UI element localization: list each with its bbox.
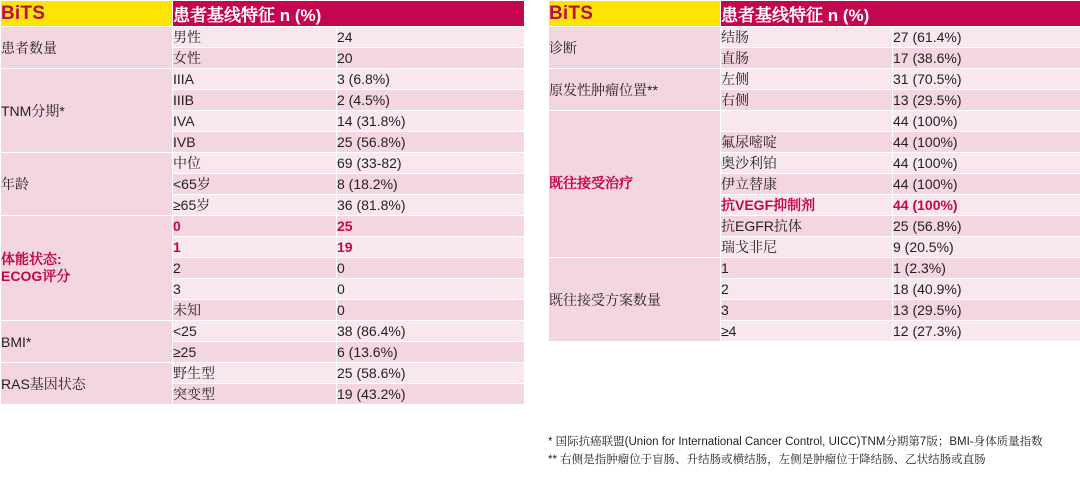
row-value: 3 (6.8%)	[337, 69, 525, 90]
row-value: 20	[337, 48, 525, 69]
row-category-label: RAS基因状态	[1, 363, 173, 405]
row-subcategory	[721, 111, 893, 132]
table-row	[549, 111, 1080, 132]
table-row	[549, 258, 1080, 279]
row-subcategory: ≥25	[173, 342, 337, 363]
row-subcategory: IVA	[173, 111, 337, 132]
row-value: 44 (100%)	[893, 174, 1080, 195]
table-row	[1, 363, 525, 384]
row-subcategory: ≥65岁	[173, 195, 337, 216]
row-subcategory: 瑞戈非尼	[721, 237, 893, 258]
row-value: 2 (4.5%)	[337, 90, 525, 111]
row-subcategory: 氟尿嘧啶	[721, 132, 893, 153]
row-value: 36 (81.8%)	[337, 195, 525, 216]
footnote-2: ** 右侧是指肿瘤位于盲肠、升结肠或横结肠，左侧是肿瘤位于降结肠、乙状结肠或直肠	[548, 454, 986, 467]
row-value: 31 (70.5%)	[893, 69, 1080, 90]
table-header-row	[1, 1, 525, 27]
table-row	[549, 27, 1080, 48]
row-category-label: BMI*	[1, 321, 173, 363]
row-category-label: 诊断	[549, 27, 721, 69]
table-row	[549, 69, 1080, 90]
row-category-label: 患者数量	[1, 27, 173, 69]
row-value: 25 (56.8%)	[893, 216, 1080, 237]
row-subcategory: 右侧	[721, 90, 893, 111]
row-value: 9 (20.5%)	[893, 237, 1080, 258]
table-row	[1, 216, 525, 237]
row-value: 12 (27.3%)	[893, 321, 1080, 342]
row-subcategory: 突变型	[173, 384, 337, 405]
row-value: 38 (86.4%)	[337, 321, 525, 342]
row-subcategory: IIIB	[173, 90, 337, 111]
left-table-panel	[0, 0, 524, 405]
row-subcategory: 0	[173, 216, 337, 237]
row-value: 24	[337, 27, 525, 48]
row-value: 19 (43.2%)	[337, 384, 525, 405]
row-value: 18 (40.9%)	[893, 279, 1080, 300]
row-value: 44 (100%)	[893, 195, 1080, 216]
table-row	[1, 27, 525, 48]
row-value: 0	[337, 279, 525, 300]
row-subcategory: 左侧	[721, 69, 893, 90]
row-subcategory: 伊立替康	[721, 174, 893, 195]
row-category-label: 体能状态: ECOG评分	[1, 216, 173, 321]
row-subcategory: 男性	[173, 27, 337, 48]
row-value: 8 (18.2%)	[337, 174, 525, 195]
row-category-label: 既往接受治疗	[549, 111, 721, 258]
baseline-characteristics-table-left	[0, 0, 525, 405]
row-value: 25 (58.6%)	[337, 363, 525, 384]
table-title: 患者基线特征 n (%)	[173, 1, 525, 27]
table-title: 患者基线特征 n (%)	[721, 1, 1080, 27]
row-value: 0	[337, 258, 525, 279]
table-row	[1, 153, 525, 174]
row-subcategory: 女性	[173, 48, 337, 69]
row-value: 19	[337, 237, 525, 258]
row-value: 17 (38.6%)	[893, 48, 1080, 69]
row-subcategory: 奥沙利铂	[721, 153, 893, 174]
row-subcategory: <25	[173, 321, 337, 342]
row-subcategory: 抗EGFR抗体	[721, 216, 893, 237]
row-category-label: 年龄	[1, 153, 173, 216]
row-value: 13 (29.5%)	[893, 300, 1080, 321]
row-subcategory: <65岁	[173, 174, 337, 195]
row-subcategory: 结肠	[721, 27, 893, 48]
row-value: 44 (100%)	[893, 132, 1080, 153]
row-value: 69 (33-82)	[337, 153, 525, 174]
bits-logo: BiTS	[1, 1, 173, 27]
row-value: 6 (13.6%)	[337, 342, 525, 363]
row-value: 27 (61.4%)	[893, 27, 1080, 48]
table-row	[1, 321, 525, 342]
row-subcategory: 未知	[173, 300, 337, 321]
row-category-label: TNM分期*	[1, 69, 173, 153]
row-value: 1 (2.3%)	[893, 258, 1080, 279]
row-category-label: 原发性肿瘤位置**	[549, 69, 721, 111]
row-value: 14 (31.8%)	[337, 111, 525, 132]
right-table-panel	[548, 0, 1080, 342]
row-subcategory: 1	[721, 258, 893, 279]
row-subcategory: 2	[721, 279, 893, 300]
row-subcategory: 野生型	[173, 363, 337, 384]
row-subcategory: 2	[173, 258, 337, 279]
row-subcategory: IVB	[173, 132, 337, 153]
row-subcategory: 3	[173, 279, 337, 300]
row-value: 44 (100%)	[893, 153, 1080, 174]
row-subcategory: IIIA	[173, 69, 337, 90]
row-value: 25 (56.8%)	[337, 132, 525, 153]
row-subcategory: ≥4	[721, 321, 893, 342]
row-subcategory: 中位	[173, 153, 337, 174]
baseline-characteristics-table-right	[548, 0, 1080, 342]
row-subcategory: 抗VEGF抑制剂	[721, 195, 893, 216]
table-header-row	[549, 1, 1080, 27]
row-value: 44 (100%)	[893, 111, 1080, 132]
row-subcategory: 3	[721, 300, 893, 321]
bits-logo: BiTS	[549, 1, 721, 27]
row-subcategory: 直肠	[721, 48, 893, 69]
row-value: 13 (29.5%)	[893, 90, 1080, 111]
row-subcategory: 1	[173, 237, 337, 258]
footnote-1: * 国际抗癌联盟(Union for International Cancer Control, UICC)TNM分期第7版；BMI-身体质量指数	[548, 436, 1043, 448]
table-row	[1, 69, 525, 90]
footnotes	[548, 434, 1076, 471]
row-category-label: 既往接受方案数量	[549, 258, 721, 342]
row-value: 25	[337, 216, 525, 237]
row-value: 0	[337, 300, 525, 321]
